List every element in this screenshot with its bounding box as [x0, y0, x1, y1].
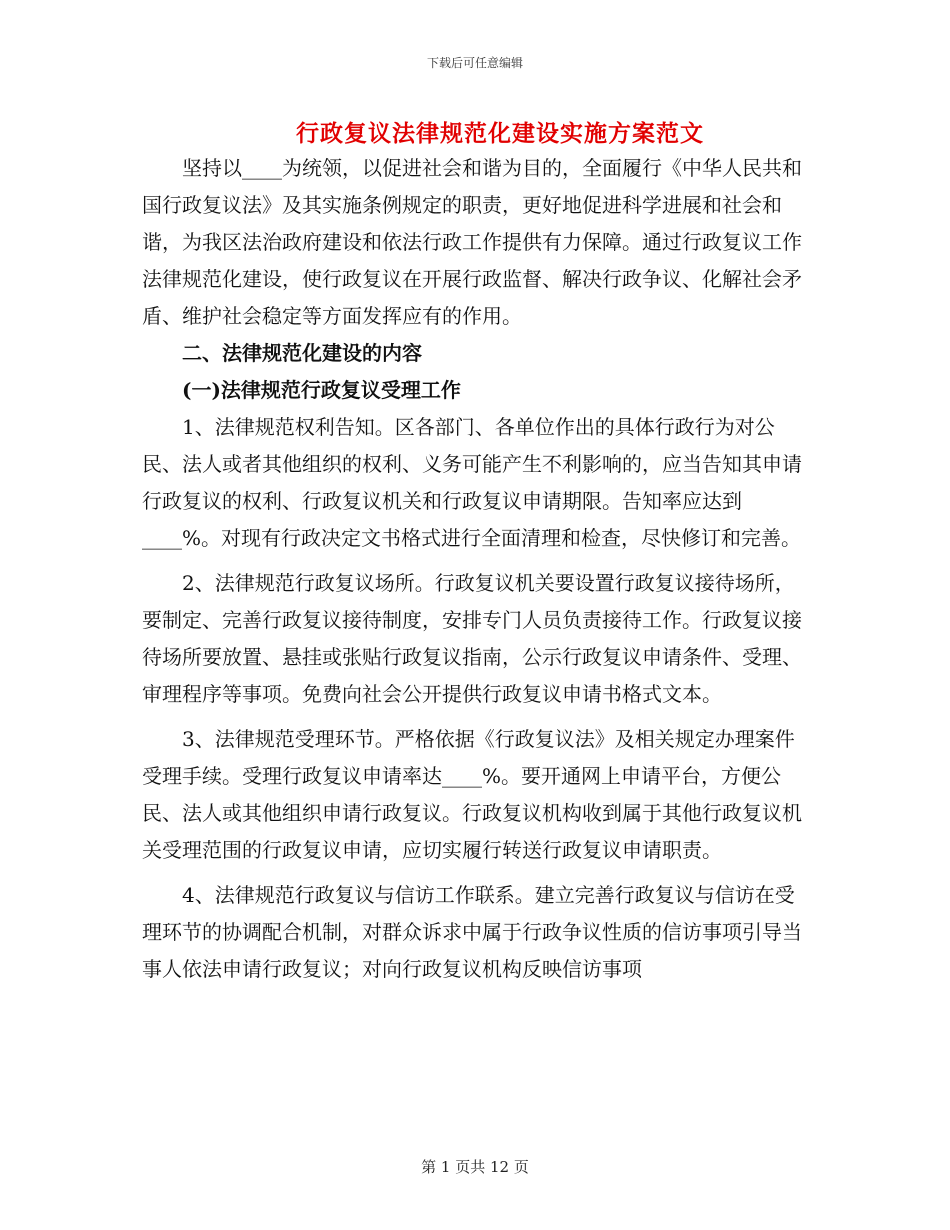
intro-paragraph: 坚持以____为统领，以促进社会和谐为目的，全面履行《中华人民共和国行政复议法》及其实施条例规定的职责，更好地促进科学进展和社会和谐，为我区法治政府建设和依法行政工作提供有力保障。通过行政复议工作法律规范化建设，使行政复议在开展行政监督、解决行政争议、化解社会矛盾、维护社会稳定等方面发挥应有的作用。 [142, 156, 802, 328]
item-paragraph-1: 1、法律规范权利告知。区各部门、各单位作出的具体行政行为对公民、法人或者其他组织的权利、义务可能产生不利影响的，应当告知其申请行政复议的权利、行政复议机关和行政复议申请期限。告知率应达到____%。对现有行政决定文书格式进行全面清理和检查，尽快修订和完善。 [142, 415, 802, 550]
document-body [142, 150, 810, 988]
document-title: 行政复议法律规范化建设实施方案范文 [296, 120, 704, 147]
page-number-footer: 第 1 页共 12 页 [421, 1158, 529, 1176]
item-paragraph-3: 3、法律规范受理环节。严格依据《行政复议法》及相关规定办理案件受理手续。受理行政复议申请率达____%。要开通网上申请平台，方便公民、法人或其他组织申请行政复议。行政复议机构收到属于其他行政复议机关受理范围的行政复议申请，应切实履行转送行政复议申请职责。 [142, 727, 802, 862]
item-paragraph-2: 2、法律规范行政复议场所。行政复议机关要设置行政复议接待场所，要制定、完善行政复议接待制度，安排专门人员负责接待工作。行政复议接待场所要放置、悬挂或张贴行政复议指南，公示行政复议申请条件、受理、审理程序等事项。免费向社会公开提供行政复议申请书格式文本。 [142, 571, 802, 706]
section-heading: 二、法律规范化建设的内容 [182, 341, 422, 365]
subsection-heading: (一)法律规范行政复议受理工作 [182, 378, 461, 402]
item-paragraph-4: 4、法律规范行政复议与信访工作联系。建立完善行政复议与信访在受理环节的协调配合机制，对群众诉求中属于行政争议性质的信访事项引导当事人依法申请行政复议；对向行政复议机构反映信访事项 [142, 883, 802, 981]
page-header-note: 下载后可任意编辑 [426, 56, 523, 70]
